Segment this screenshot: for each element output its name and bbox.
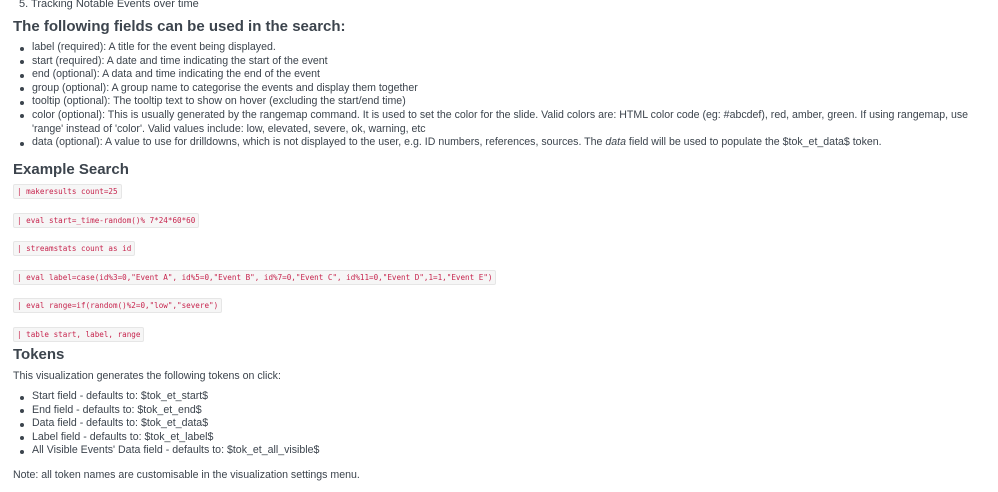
data-field-emphasis: data	[605, 136, 626, 149]
list-item: tooltip (optional): The tooltip text to show on hover (excluding the start/end time)	[13, 95, 985, 109]
data-field-text-before: data (optional): A value to use for drilldowns, which is not displayed to the user, e.g. ID numbers, references, sources. The	[32, 136, 606, 149]
code-line: | eval label=case(id%3=0,"Event A", id%5=0,"Event B", id%7=0,"Event C", id%11=0,"Event D",1=1,"Event E")	[13, 270, 496, 285]
code-line: | makeresults count=25	[13, 184, 122, 199]
code-line: | eval range=if(random()%2=0,"low","severe")	[13, 298, 222, 313]
list-item: end (optional): A data and time indicating the end of the event	[13, 68, 985, 82]
fields-heading: The following fields can be used in the search:	[13, 18, 346, 35]
code-line: | streamstats count as id	[13, 241, 135, 256]
tokens-heading: Tokens	[13, 346, 65, 363]
tokens-intro: This visualization generates the following tokens on click:	[13, 370, 281, 382]
example-search-heading: Example Search	[13, 161, 129, 178]
list-item: Label field - defaults to: $tok_et_label$	[13, 431, 985, 445]
list-item: All Visible Events' Data field - defaults to: $tok_et_all_visible$	[13, 444, 985, 458]
list-item-data-field	[13, 136, 985, 150]
list-item: group (optional): A group name to categorise the events and display them together	[13, 82, 985, 96]
code-line: | eval start=_time-random()% 7*24*60*60	[13, 213, 199, 228]
list-item: label (required): A title for the event being displayed.	[13, 41, 985, 55]
tokens-list	[13, 390, 985, 458]
tokens-note: Note: all token names are customisable in the visualization settings menu.	[13, 469, 360, 481]
list-item: start (required): A date and time indicating the start of the event	[13, 55, 985, 69]
list-item-tracking-notable-events: 5. Tracking Notable Events over time	[19, 0, 199, 10]
list-item: Start field - defaults to: $tok_et_start$	[13, 390, 985, 404]
list-item: Data field - defaults to: $tok_et_data$	[13, 417, 985, 431]
data-field-text-after: field will be used to populate the $tok_et_data$ token.	[625, 136, 882, 149]
list-item: End field - defaults to: $tok_et_end$	[13, 404, 985, 418]
fields-list	[13, 41, 985, 150]
list-item: color (optional): This is usually generated by the rangemap command. It is used to set the color for the slide. Valid colors are: HTML color code (eg: #abcdef), red, amber, green. If using rangemap, use 'range' instead of 'color'. Valid values include: low, elevated, severe, ok, warning, etc	[13, 109, 985, 136]
code-line: | table start, label, range	[13, 327, 144, 342]
